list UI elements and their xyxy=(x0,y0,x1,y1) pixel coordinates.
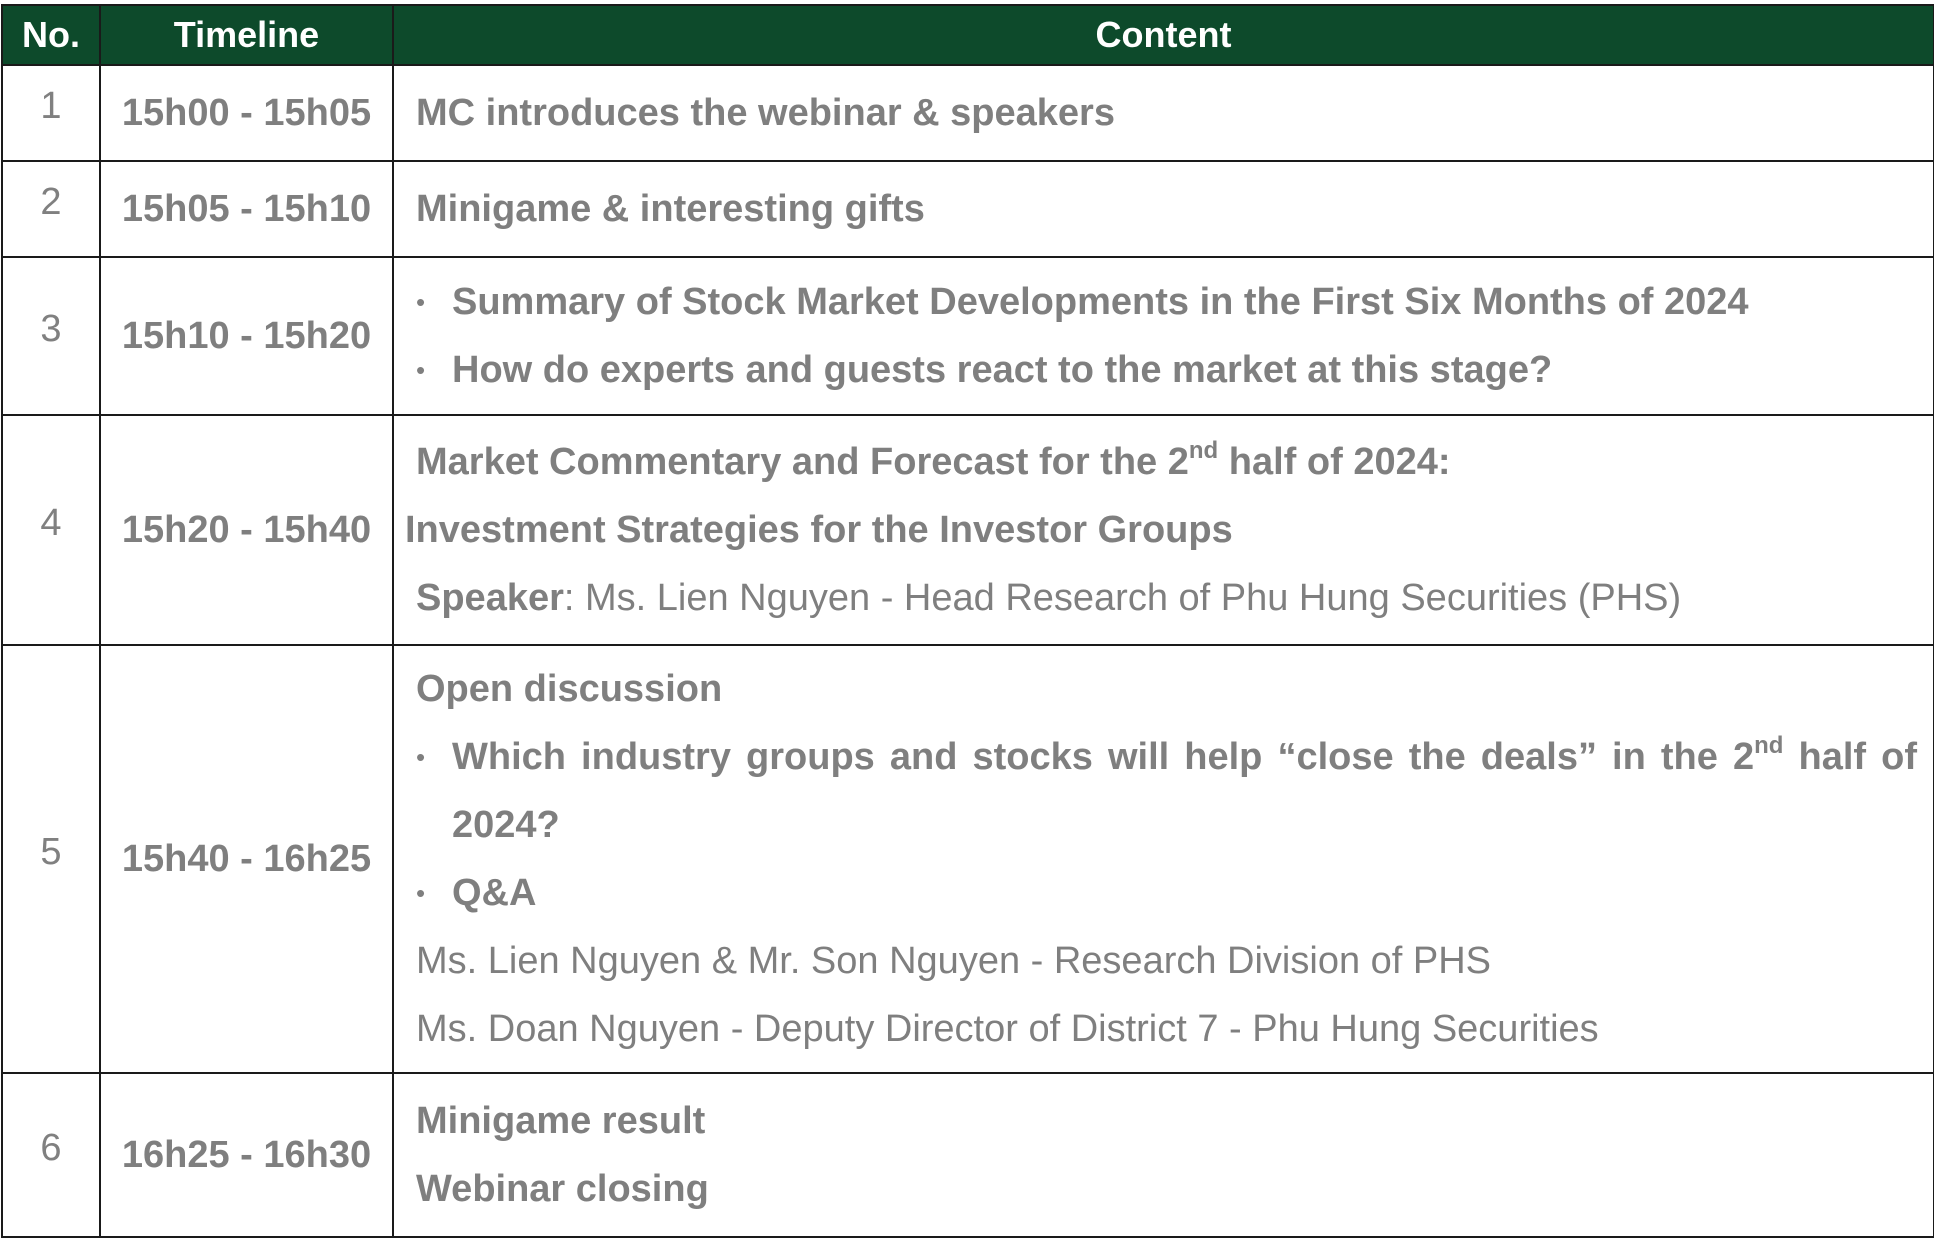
row-number: 2 xyxy=(2,161,100,257)
row-number: 5 xyxy=(2,645,100,1073)
content-line: Webinar closing xyxy=(416,1168,709,1210)
row-content xyxy=(393,161,1934,257)
header-content: Content xyxy=(393,5,1934,65)
table-row xyxy=(2,161,1934,257)
bullet-icon: • xyxy=(416,742,426,772)
row-timeline: 15h20 - 15h40 xyxy=(100,415,393,645)
row-content xyxy=(393,645,1934,1073)
bullet-text: Summary of Stock Market Developments in the First Six Months of 2024 xyxy=(452,281,1749,323)
row-content xyxy=(393,65,1934,161)
row-timeline: 16h25 - 16h30 xyxy=(100,1073,393,1237)
bullet-item xyxy=(416,859,1917,927)
row-content xyxy=(393,257,1934,415)
row-timeline: 15h40 - 16h25 xyxy=(100,645,393,1073)
bullet-icon: • xyxy=(416,287,426,317)
row-timeline: 15h00 - 15h05 xyxy=(100,65,393,161)
row-content xyxy=(393,415,1934,645)
speaker-line: Speaker: Ms. Lien Nguyen - Head Research of Phu Hung Securities (PHS) xyxy=(416,577,1682,619)
table-row xyxy=(2,645,1934,1073)
session-title: Market Commentary and Forecast for the 2nd half of 2024: xyxy=(416,437,1451,483)
row-number: 1 xyxy=(2,65,100,161)
header-timeline: Timeline xyxy=(100,5,393,65)
bullet-item xyxy=(416,723,1917,859)
row-timeline: 15h05 - 15h10 xyxy=(100,161,393,257)
header-row xyxy=(2,5,1934,65)
bullet-text: Q&A xyxy=(452,872,537,914)
row-content xyxy=(393,1073,1934,1237)
bullet-text: How do experts and guests react to the market at this stage? xyxy=(452,349,1553,391)
discussion-heading: Open discussion xyxy=(416,668,723,710)
row-timeline: 15h10 - 15h20 xyxy=(100,257,393,415)
agenda-table-wrapper xyxy=(1,4,1933,1238)
bullet-item xyxy=(416,268,1917,336)
bullet-item xyxy=(416,336,1917,404)
row-number: 4 xyxy=(2,415,100,645)
bullet-text: Which industry groups and stocks will help “close the deals” in the 2nd half of 2024? xyxy=(452,732,1917,846)
content-line: Minigame & interesting gifts xyxy=(416,188,925,230)
table-row xyxy=(2,257,1934,415)
header-no: No. xyxy=(2,5,100,65)
table-row xyxy=(2,1073,1934,1237)
speakers-line: Ms. Doan Nguyen - Deputy Director of District 7 - Phu Hung Securities xyxy=(416,1008,1599,1050)
table-row xyxy=(2,415,1934,645)
agenda-table xyxy=(1,4,1934,1238)
bullet-icon: • xyxy=(416,355,426,385)
row-number: 3 xyxy=(2,257,100,415)
session-subtitle: Investment Strategies for the Investor Groups xyxy=(405,509,1233,551)
row-number: 6 xyxy=(2,1073,100,1237)
content-line: MC introduces the webinar & speakers xyxy=(416,92,1115,134)
speakers-line: Ms. Lien Nguyen & Mr. Son Nguyen - Research Division of PHS xyxy=(416,940,1492,982)
table-row xyxy=(2,65,1934,161)
bullet-icon: • xyxy=(416,878,426,908)
content-line: Minigame result xyxy=(416,1100,706,1142)
